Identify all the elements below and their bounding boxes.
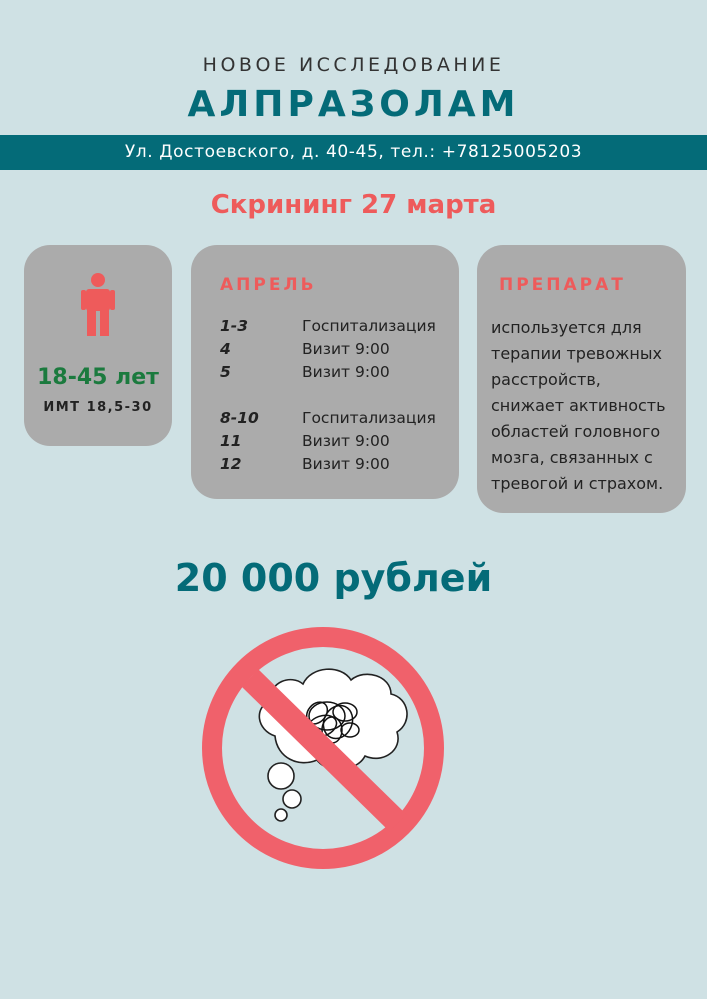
schedule-day: 5 [220,363,231,381]
contact-text: Ул. Достоевского, д. 40-45, тел.: +78125005203 [124,142,583,162]
schedule-list [220,315,436,476]
schedule-row [220,361,436,384]
study-subtitle: НОВОЕ ИССЛЕДОВАНИЕ [202,54,505,76]
drug-line: областей головного [491,422,661,441]
schedule-event: Визит 9:00 [302,432,390,450]
schedule-row [220,407,436,430]
schedule-day: 11 [220,432,242,450]
drug-line: тревогой и страхом. [491,474,664,493]
schedule-row [220,338,436,361]
schedule-event: Визит 9:00 [302,455,390,473]
drug-line: расстройств, [491,370,601,389]
drug-line: используется для [491,318,642,337]
schedule-event: Госпитализация [302,317,436,335]
age-range: 18-45 лет [37,365,159,390]
drug-line: терапии тревожных [491,344,662,363]
no-anxiety-icon [195,618,455,878]
drug-line: мозга, связанных с [491,448,653,467]
drug-title: АЛПРАЗОЛАМ [187,84,520,125]
schedule-event: Визит 9:00 [302,340,390,358]
schedule-day: 12 [220,455,242,473]
contact-band [0,135,707,170]
schedule-day: 8-10 [220,409,259,427]
schedule-row [220,315,436,338]
schedule-event: Госпитализация [302,409,436,427]
schedule-event: Визит 9:00 [302,363,390,381]
drug-line: снижает активность [491,396,666,415]
payment-amount: 20 000 рублей [174,556,493,600]
screening-date: Скрининг 27 марта [210,190,497,220]
schedule-card [191,245,459,499]
schedule-heading: АПРЕЛЬ [220,275,317,295]
schedule-day: 1-3 [220,317,249,335]
drug-heading: ПРЕПАРАТ [499,275,626,295]
eligibility-card [24,245,172,446]
bmi-range: ИМТ 18,5-30 [43,400,153,415]
drug-description [491,315,681,497]
schedule-day: 4 [220,340,231,358]
person-icon [79,272,117,336]
schedule-row [220,453,436,476]
drug-card [477,245,686,513]
schedule-row [220,430,436,453]
